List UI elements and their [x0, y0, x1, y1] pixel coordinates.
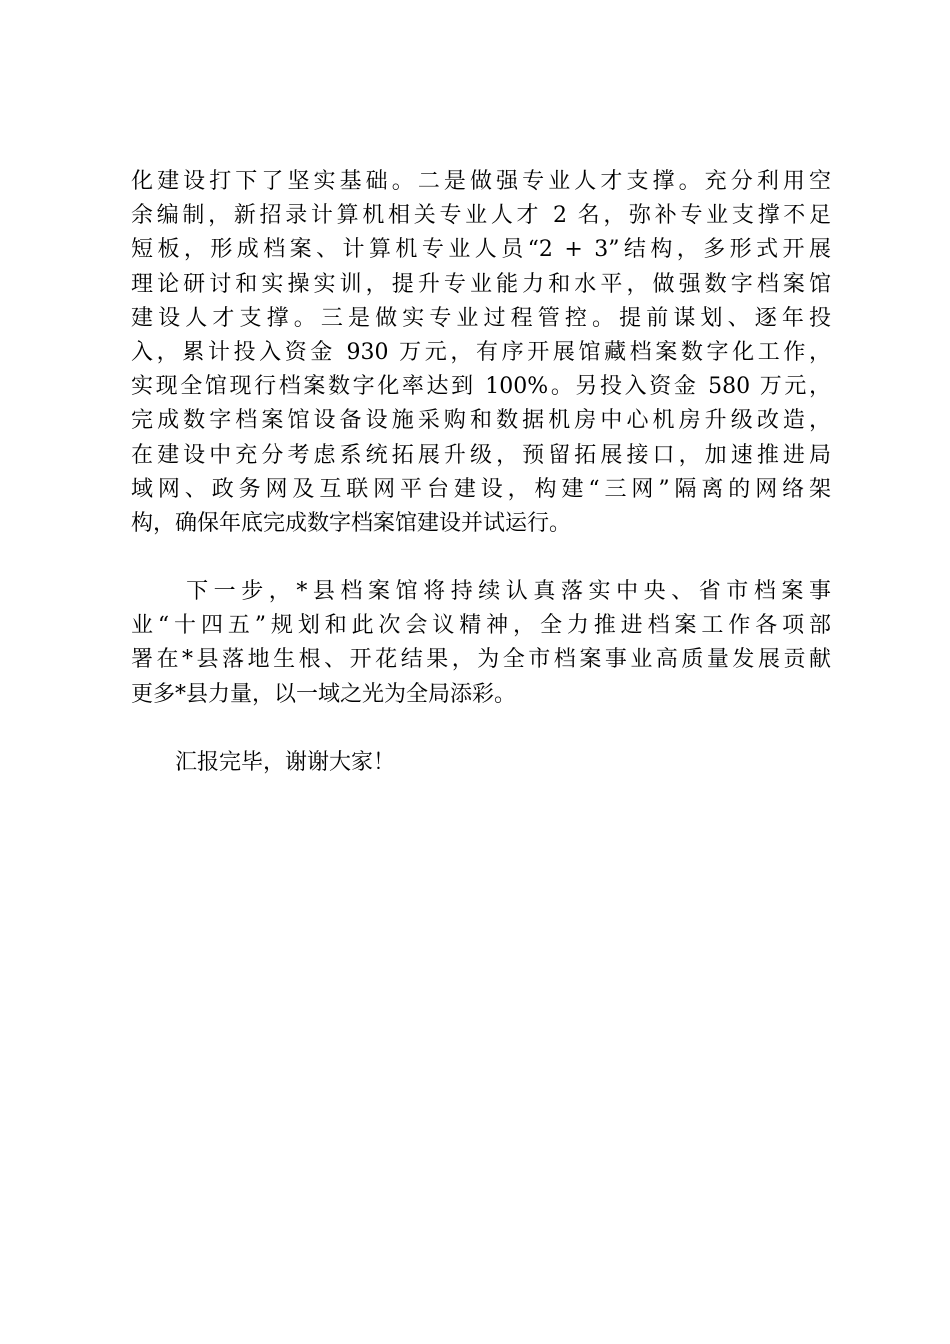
text-line: 署在*县落地生根、开花结果，为全市档案事业高质量发展贡献 — [131, 647, 831, 673]
text-line: 短板，形成档案、计算机专业人员“2 + 3”结构，多形式开展 — [131, 237, 831, 263]
paragraph-next-steps — [131, 575, 831, 712]
text-line: 更多*县力量，以一域之光为全局添彩。 — [131, 681, 517, 707]
text-line: 入，累计投入资金 930 万元，有序开展馆藏档案数字化工作， — [131, 339, 831, 365]
text-line: 理论研讨和实操实训，提升专业能力和水平，做强数字档案馆 — [131, 271, 831, 297]
text-line: 在建设中充分考虑系统拓展升级，预留拓展接口，加速推进局 — [131, 442, 831, 468]
text-line: 实现全馆现行档案数字化率达到 100%。另投入资金 580 万元， — [131, 374, 831, 400]
text-line: 完成数字档案馆设备设施采购和数据机房中心机房升级改造， — [131, 408, 831, 434]
text-line: 余编制，新招录计算机相关专业人才 2 名，弥补专业支撑不足 — [131, 203, 831, 229]
text-line: 业“十四五”规划和此次会议精神，全力推进档案工作各项部 — [131, 613, 831, 639]
text-line: 构，确保年底完成数字档案馆建设并试运行。 — [131, 510, 572, 536]
text-line: 汇报完毕，谢谢大家！ — [131, 749, 396, 775]
text-line: 域网、政务网及互联网平台建设，构建“三网”隔离的网络架 — [131, 476, 831, 502]
paragraph-spacer — [131, 712, 831, 746]
text-line: 化建设打下了坚实基础。二是做强专业人才支撑。充分利用空 — [131, 169, 831, 194]
text-line: 下一步，*县档案馆将持续认真落实中央、省市档案事 — [131, 579, 831, 605]
paragraph-closing — [131, 746, 831, 780]
text-line: 建设人才支撑。三是做实专业过程管控。提前谋划、逐年投 — [131, 305, 831, 331]
paragraph-spacer — [131, 541, 831, 575]
paragraph-digital-archive — [131, 165, 831, 541]
document-body — [131, 165, 831, 780]
